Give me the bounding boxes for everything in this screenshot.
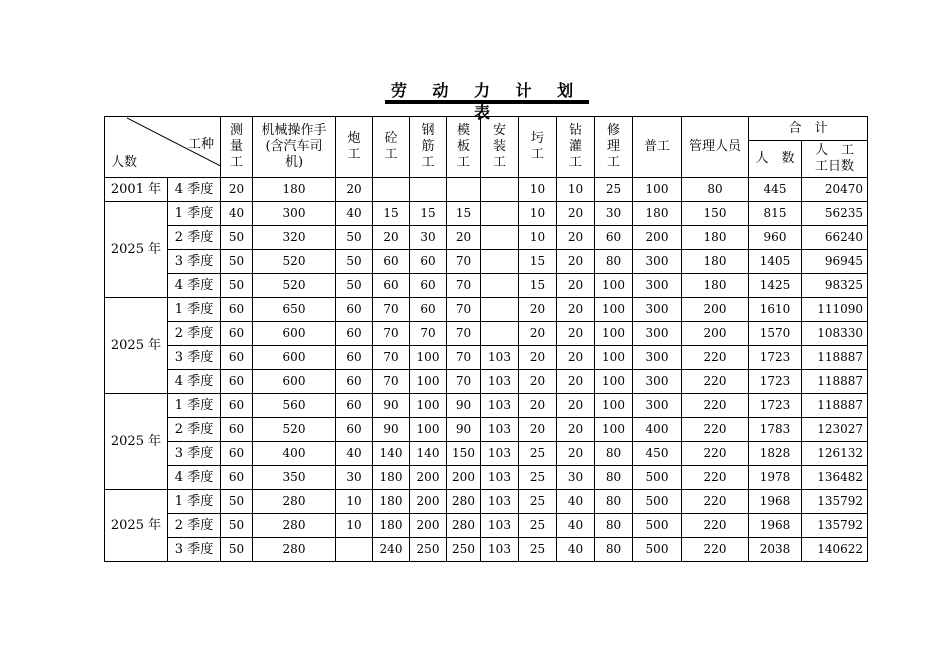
value-cell: 100 bbox=[595, 370, 633, 394]
value-cell: 500 bbox=[633, 514, 682, 538]
value-cell: 90 bbox=[447, 418, 481, 442]
value-cell: 25 bbox=[595, 178, 633, 202]
value-cell: 15 bbox=[373, 202, 410, 226]
quarter-cell: 2 季度 bbox=[168, 322, 221, 346]
value-cell bbox=[481, 202, 519, 226]
quarter-cell: 2 季度 bbox=[168, 514, 221, 538]
total-header: 合 计 bbox=[749, 117, 868, 141]
value-cell: 350 bbox=[253, 466, 336, 490]
value-cell: 20 bbox=[519, 346, 557, 370]
value-cell: 103 bbox=[481, 418, 519, 442]
value-cell: 20 bbox=[557, 202, 595, 226]
value-cell: 280 bbox=[447, 490, 481, 514]
table-row bbox=[105, 298, 868, 322]
value-cell: 220 bbox=[682, 394, 749, 418]
value-cell: 50 bbox=[221, 226, 253, 250]
col-header: 圬 工 bbox=[519, 117, 557, 178]
table-row bbox=[105, 322, 868, 346]
value-cell: 60 bbox=[336, 394, 373, 418]
value-cell: 80 bbox=[682, 178, 749, 202]
value-cell: 15 bbox=[447, 202, 481, 226]
value-cell bbox=[481, 226, 519, 250]
value-cell: 15 bbox=[410, 202, 447, 226]
value-cell: 50 bbox=[221, 250, 253, 274]
total-days-cell: 135792 bbox=[802, 514, 868, 538]
quarter-cell: 1 季度 bbox=[168, 490, 221, 514]
total-people-cell: 1968 bbox=[749, 514, 802, 538]
value-cell: 20 bbox=[519, 298, 557, 322]
value-cell: 320 bbox=[253, 226, 336, 250]
total-people-cell: 1405 bbox=[749, 250, 802, 274]
value-cell: 300 bbox=[633, 346, 682, 370]
total-people-cell: 1610 bbox=[749, 298, 802, 322]
quarter-cell: 4 季度 bbox=[168, 178, 221, 202]
table-row bbox=[105, 274, 868, 298]
table-row bbox=[105, 394, 868, 418]
value-cell: 300 bbox=[633, 370, 682, 394]
value-cell: 50 bbox=[336, 274, 373, 298]
value-cell: 80 bbox=[595, 466, 633, 490]
value-cell: 200 bbox=[410, 514, 447, 538]
table-row bbox=[105, 202, 868, 226]
value-cell: 103 bbox=[481, 346, 519, 370]
total-days-cell: 98325 bbox=[802, 274, 868, 298]
value-cell: 25 bbox=[519, 442, 557, 466]
value-cell bbox=[481, 298, 519, 322]
value-cell: 220 bbox=[682, 418, 749, 442]
total-days-cell: 118887 bbox=[802, 394, 868, 418]
value-cell: 50 bbox=[221, 514, 253, 538]
value-cell: 100 bbox=[410, 394, 447, 418]
value-cell bbox=[481, 250, 519, 274]
value-cell: 100 bbox=[595, 394, 633, 418]
total-people-cell: 960 bbox=[749, 226, 802, 250]
value-cell: 60 bbox=[373, 250, 410, 274]
col-header: 炮 工 bbox=[336, 117, 373, 178]
value-cell: 50 bbox=[336, 250, 373, 274]
value-cell: 450 bbox=[633, 442, 682, 466]
value-cell: 20 bbox=[557, 442, 595, 466]
total-people-cell: 2038 bbox=[749, 538, 802, 562]
value-cell bbox=[481, 274, 519, 298]
value-cell: 103 bbox=[481, 490, 519, 514]
quarter-cell: 4 季度 bbox=[168, 370, 221, 394]
total-days-cell: 135792 bbox=[802, 490, 868, 514]
value-cell: 80 bbox=[595, 250, 633, 274]
value-cell: 220 bbox=[682, 442, 749, 466]
value-cell: 280 bbox=[253, 514, 336, 538]
value-cell: 70 bbox=[373, 346, 410, 370]
value-cell: 40 bbox=[557, 538, 595, 562]
year-cell: 2025 年 bbox=[105, 298, 168, 394]
value-cell: 200 bbox=[633, 226, 682, 250]
value-cell: 20 bbox=[557, 418, 595, 442]
value-cell: 150 bbox=[682, 202, 749, 226]
total-days-cell: 66240 bbox=[802, 226, 868, 250]
total-days-cell: 111090 bbox=[802, 298, 868, 322]
value-cell: 40 bbox=[557, 514, 595, 538]
col-header: 安 装 工 bbox=[481, 117, 519, 178]
value-cell: 20 bbox=[557, 250, 595, 274]
quarter-cell: 3 季度 bbox=[168, 538, 221, 562]
value-cell: 60 bbox=[373, 274, 410, 298]
total-days-cell: 136482 bbox=[802, 466, 868, 490]
total-days-cell: 118887 bbox=[802, 346, 868, 370]
labor-plan-table bbox=[104, 116, 868, 562]
value-cell: 80 bbox=[595, 514, 633, 538]
value-cell: 10 bbox=[557, 178, 595, 202]
quarter-cell: 1 季度 bbox=[168, 298, 221, 322]
value-cell: 150 bbox=[447, 442, 481, 466]
value-cell: 180 bbox=[253, 178, 336, 202]
value-cell: 60 bbox=[336, 346, 373, 370]
value-cell: 20 bbox=[557, 394, 595, 418]
value-cell: 60 bbox=[336, 370, 373, 394]
table-row bbox=[105, 538, 868, 562]
value-cell: 30 bbox=[336, 466, 373, 490]
value-cell: 103 bbox=[481, 466, 519, 490]
value-cell: 30 bbox=[410, 226, 447, 250]
value-cell: 103 bbox=[481, 370, 519, 394]
value-cell: 60 bbox=[410, 298, 447, 322]
value-cell: 100 bbox=[410, 418, 447, 442]
value-cell: 90 bbox=[373, 418, 410, 442]
value-cell: 60 bbox=[221, 322, 253, 346]
value-cell: 20 bbox=[557, 226, 595, 250]
value-cell: 20 bbox=[557, 298, 595, 322]
total-people-header: 人 数 bbox=[749, 141, 802, 178]
value-cell: 70 bbox=[410, 322, 447, 346]
value-cell: 300 bbox=[633, 322, 682, 346]
total-people-cell: 1723 bbox=[749, 370, 802, 394]
total-days-cell: 126132 bbox=[802, 442, 868, 466]
quarter-cell: 1 季度 bbox=[168, 394, 221, 418]
corner-label-type: 工种 bbox=[187, 137, 214, 152]
col-header: 钻 灌 工 bbox=[557, 117, 595, 178]
value-cell: 20 bbox=[557, 346, 595, 370]
value-cell: 220 bbox=[682, 466, 749, 490]
value-cell: 90 bbox=[447, 394, 481, 418]
value-cell: 100 bbox=[595, 346, 633, 370]
value-cell: 20 bbox=[519, 394, 557, 418]
value-cell: 20 bbox=[519, 418, 557, 442]
quarter-cell: 4 季度 bbox=[168, 274, 221, 298]
total-days-cell: 140622 bbox=[802, 538, 868, 562]
header-corner bbox=[105, 117, 221, 178]
value-cell: 60 bbox=[410, 274, 447, 298]
value-cell bbox=[410, 178, 447, 202]
value-cell: 30 bbox=[557, 466, 595, 490]
total-people-cell: 445 bbox=[749, 178, 802, 202]
value-cell: 280 bbox=[447, 514, 481, 538]
value-cell: 70 bbox=[373, 322, 410, 346]
value-cell: 600 bbox=[253, 346, 336, 370]
value-cell: 100 bbox=[595, 418, 633, 442]
value-cell: 40 bbox=[221, 202, 253, 226]
total-people-cell: 1783 bbox=[749, 418, 802, 442]
value-cell: 60 bbox=[221, 346, 253, 370]
table-row bbox=[105, 370, 868, 394]
value-cell bbox=[336, 538, 373, 562]
value-cell: 20 bbox=[557, 322, 595, 346]
value-cell: 50 bbox=[221, 274, 253, 298]
value-cell: 100 bbox=[410, 370, 447, 394]
value-cell: 20 bbox=[519, 322, 557, 346]
value-cell: 103 bbox=[481, 442, 519, 466]
col-header: 模 板 工 bbox=[447, 117, 481, 178]
value-cell: 20 bbox=[519, 370, 557, 394]
quarter-cell: 4 季度 bbox=[168, 466, 221, 490]
table-row bbox=[105, 490, 868, 514]
value-cell: 100 bbox=[595, 274, 633, 298]
value-cell: 10 bbox=[519, 202, 557, 226]
value-cell bbox=[481, 322, 519, 346]
value-cell: 80 bbox=[595, 490, 633, 514]
value-cell: 103 bbox=[481, 514, 519, 538]
value-cell: 80 bbox=[595, 538, 633, 562]
value-cell: 90 bbox=[373, 394, 410, 418]
value-cell: 70 bbox=[373, 298, 410, 322]
value-cell: 140 bbox=[373, 442, 410, 466]
value-cell: 25 bbox=[519, 514, 557, 538]
value-cell: 280 bbox=[253, 490, 336, 514]
value-cell: 520 bbox=[253, 418, 336, 442]
value-cell: 520 bbox=[253, 250, 336, 274]
total-people-cell: 1723 bbox=[749, 394, 802, 418]
corner-label-count: 人数 bbox=[111, 155, 138, 170]
value-cell: 60 bbox=[410, 250, 447, 274]
value-cell: 200 bbox=[682, 298, 749, 322]
col-header: 钢 筋 工 bbox=[410, 117, 447, 178]
value-cell: 200 bbox=[447, 466, 481, 490]
value-cell: 220 bbox=[682, 346, 749, 370]
col-header: 修 理 工 bbox=[595, 117, 633, 178]
total-days-cell: 56235 bbox=[802, 202, 868, 226]
value-cell: 40 bbox=[336, 442, 373, 466]
value-cell bbox=[481, 178, 519, 202]
total-people-cell: 1968 bbox=[749, 490, 802, 514]
value-cell: 20 bbox=[557, 274, 595, 298]
value-cell: 500 bbox=[633, 538, 682, 562]
value-cell: 15 bbox=[519, 250, 557, 274]
total-days-cell: 123027 bbox=[802, 418, 868, 442]
value-cell: 50 bbox=[221, 490, 253, 514]
year-cell: 2025 年 bbox=[105, 202, 168, 298]
value-cell: 20 bbox=[557, 370, 595, 394]
value-cell: 250 bbox=[410, 538, 447, 562]
quarter-cell: 1 季度 bbox=[168, 202, 221, 226]
value-cell: 180 bbox=[373, 466, 410, 490]
total-days-cell: 108330 bbox=[802, 322, 868, 346]
value-cell: 40 bbox=[336, 202, 373, 226]
value-cell: 200 bbox=[410, 466, 447, 490]
value-cell: 180 bbox=[682, 226, 749, 250]
value-cell: 180 bbox=[373, 514, 410, 538]
year-cell: 2001 年 bbox=[105, 178, 168, 202]
quarter-cell: 2 季度 bbox=[168, 418, 221, 442]
value-cell: 70 bbox=[447, 322, 481, 346]
value-cell: 20 bbox=[373, 226, 410, 250]
value-cell: 50 bbox=[221, 538, 253, 562]
value-cell: 250 bbox=[447, 538, 481, 562]
value-cell: 600 bbox=[253, 370, 336, 394]
value-cell: 60 bbox=[336, 298, 373, 322]
page-title: 劳 动 力 计 划 表 bbox=[385, 80, 589, 104]
value-cell: 30 bbox=[595, 202, 633, 226]
value-cell: 500 bbox=[633, 466, 682, 490]
value-cell: 300 bbox=[633, 394, 682, 418]
value-cell: 600 bbox=[253, 322, 336, 346]
value-cell bbox=[447, 178, 481, 202]
value-cell: 100 bbox=[595, 322, 633, 346]
total-days-cell: 118887 bbox=[802, 370, 868, 394]
table-row bbox=[105, 346, 868, 370]
quarter-cell: 3 季度 bbox=[168, 346, 221, 370]
value-cell: 100 bbox=[633, 178, 682, 202]
value-cell: 400 bbox=[633, 418, 682, 442]
value-cell: 100 bbox=[410, 346, 447, 370]
col-header: 测 量 工 bbox=[221, 117, 253, 178]
value-cell: 15 bbox=[519, 274, 557, 298]
col-header: 砼 工 bbox=[373, 117, 410, 178]
value-cell: 60 bbox=[221, 442, 253, 466]
value-cell: 140 bbox=[410, 442, 447, 466]
value-cell: 180 bbox=[633, 202, 682, 226]
value-cell: 220 bbox=[682, 370, 749, 394]
quarter-cell: 3 季度 bbox=[168, 442, 221, 466]
value-cell: 25 bbox=[519, 466, 557, 490]
value-cell: 280 bbox=[253, 538, 336, 562]
value-cell: 200 bbox=[410, 490, 447, 514]
table-row bbox=[105, 418, 868, 442]
col-header: 普工 bbox=[633, 117, 682, 178]
col-header: 机械操作手 (含汽车司 机) bbox=[253, 117, 336, 178]
value-cell: 20 bbox=[336, 178, 373, 202]
value-cell: 240 bbox=[373, 538, 410, 562]
value-cell: 650 bbox=[253, 298, 336, 322]
quarter-cell: 2 季度 bbox=[168, 226, 221, 250]
value-cell: 180 bbox=[682, 274, 749, 298]
value-cell: 100 bbox=[595, 298, 633, 322]
value-cell: 300 bbox=[633, 250, 682, 274]
value-cell: 70 bbox=[447, 370, 481, 394]
value-cell: 70 bbox=[447, 274, 481, 298]
value-cell: 300 bbox=[633, 274, 682, 298]
table-row bbox=[105, 514, 868, 538]
value-cell: 60 bbox=[221, 370, 253, 394]
quarter-cell: 3 季度 bbox=[168, 250, 221, 274]
value-cell: 60 bbox=[221, 418, 253, 442]
total-people-cell: 1570 bbox=[749, 322, 802, 346]
value-cell: 25 bbox=[519, 490, 557, 514]
value-cell: 103 bbox=[481, 538, 519, 562]
value-cell: 300 bbox=[633, 298, 682, 322]
value-cell: 40 bbox=[557, 490, 595, 514]
value-cell: 520 bbox=[253, 274, 336, 298]
value-cell: 10 bbox=[519, 226, 557, 250]
value-cell: 50 bbox=[336, 226, 373, 250]
table-row bbox=[105, 250, 868, 274]
table-row bbox=[105, 442, 868, 466]
value-cell: 220 bbox=[682, 490, 749, 514]
table-row bbox=[105, 226, 868, 250]
table-row bbox=[105, 178, 868, 202]
value-cell: 10 bbox=[336, 490, 373, 514]
value-cell: 60 bbox=[221, 394, 253, 418]
value-cell: 200 bbox=[682, 322, 749, 346]
value-cell: 220 bbox=[682, 538, 749, 562]
value-cell: 80 bbox=[595, 442, 633, 466]
value-cell: 180 bbox=[682, 250, 749, 274]
value-cell: 180 bbox=[373, 490, 410, 514]
value-cell: 25 bbox=[519, 538, 557, 562]
value-cell: 300 bbox=[253, 202, 336, 226]
value-cell: 220 bbox=[682, 514, 749, 538]
value-cell: 560 bbox=[253, 394, 336, 418]
year-cell: 2025 年 bbox=[105, 490, 168, 562]
total-people-cell: 1723 bbox=[749, 346, 802, 370]
value-cell: 70 bbox=[447, 346, 481, 370]
total-people-cell: 1978 bbox=[749, 466, 802, 490]
total-people-cell: 815 bbox=[749, 202, 802, 226]
table-row bbox=[105, 466, 868, 490]
total-people-cell: 1425 bbox=[749, 274, 802, 298]
year-cell: 2025 年 bbox=[105, 394, 168, 490]
value-cell: 70 bbox=[447, 298, 481, 322]
table-body bbox=[105, 178, 868, 562]
value-cell: 60 bbox=[221, 298, 253, 322]
value-cell: 10 bbox=[519, 178, 557, 202]
total-people-cell: 1828 bbox=[749, 442, 802, 466]
value-cell: 20 bbox=[447, 226, 481, 250]
value-cell: 60 bbox=[221, 466, 253, 490]
value-cell: 10 bbox=[336, 514, 373, 538]
value-cell: 70 bbox=[373, 370, 410, 394]
value-cell: 20 bbox=[221, 178, 253, 202]
value-cell: 60 bbox=[336, 418, 373, 442]
value-cell: 70 bbox=[447, 250, 481, 274]
total-days-cell: 20470 bbox=[802, 178, 868, 202]
value-cell bbox=[373, 178, 410, 202]
total-days-header: 人 工 工日数 bbox=[802, 141, 868, 178]
value-cell: 500 bbox=[633, 490, 682, 514]
total-days-cell: 96945 bbox=[802, 250, 868, 274]
value-cell: 60 bbox=[595, 226, 633, 250]
col-header: 管理人员 bbox=[682, 117, 749, 178]
value-cell: 103 bbox=[481, 394, 519, 418]
value-cell: 60 bbox=[336, 322, 373, 346]
value-cell: 400 bbox=[253, 442, 336, 466]
